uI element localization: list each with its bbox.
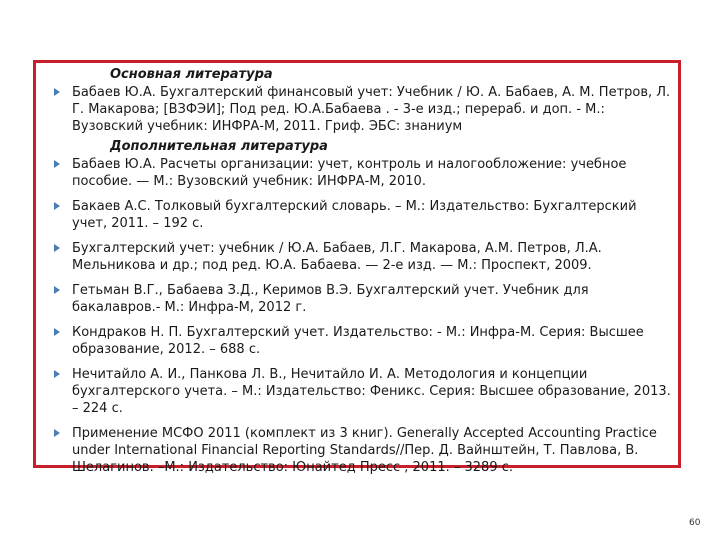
list-item-text: Нечитайло А. И., Панкова Л. В., Нечитайло И. А. Методология и концепции бухгалтерского учета. – М.: Издательство: Феникс. Серия: Высшее образование, 2013. – 224 с. xyxy=(72,367,671,416)
list-item-text: Бухгалтерский учет: учебник / Ю.А. Бабаев, Л.Г. Макарова, А.М. Петров, Л.А. Мельникова и др.; под ред. Ю.А. Бабаева. — 2-е изд. — М.: Проспект, 2009. xyxy=(72,241,602,273)
list-item xyxy=(52,156,672,190)
list-item-text: Гетьман В.Г., Бабаева З.Д., Керимов В.Э. Бухгалтерский учет. Учебник для бакалавров.- М.: Инфра-М, 2012 г. xyxy=(72,283,589,315)
triangle-bullet-icon xyxy=(54,160,60,168)
list-item xyxy=(52,324,672,358)
list-item-text: Бабаев Ю.А. Расчеты организации: учет, контроль и налогообложение: учебное пособие. — М.: Вузовский учебник: ИНФРА-М, 2010. xyxy=(72,157,627,189)
triangle-bullet-icon xyxy=(54,88,60,96)
triangle-bullet-icon xyxy=(54,286,60,294)
list-item xyxy=(52,240,672,274)
list-item-text: Бакаев А.С. Толковый бухгалтерский словарь. – М.: Издательство: Бухгалтерский учет, 2011. – 192 с. xyxy=(72,199,637,231)
triangle-bullet-icon xyxy=(54,429,60,437)
list-item xyxy=(52,198,672,232)
list-item-text: Применение МСФО 2011 (комплект из 3 книг). Generally Accepted Accounting Practice under International Financial Reporting Standards//Пер. Д. Вайнштейн, Т. Павлова, В. Шелагинов. –М.: Издательство: Юнайтед Пресс , 2011. – 3289 с. xyxy=(72,426,657,475)
main-literature-heading: Основная литература xyxy=(110,67,273,82)
list-item xyxy=(52,425,672,476)
list-item-text: Бабаев Ю.А. Бухгалтерский финансовый учет: Учебник / Ю. А. Бабаев, А. М. Петров, Л. Г. Макарова; [ВЗФЭИ]; Под ред. Ю.А.Бабаева . - 3-е изд.; перераб. и доп. - М.: Вузовский учебник: ИНФРА-М, 2011. Гриф. ЭБС: знаниум xyxy=(72,85,671,134)
list-item xyxy=(52,366,672,417)
additional-literature-heading: Дополнительная литература xyxy=(110,139,328,154)
page-number: 60 xyxy=(689,518,701,528)
literature-list xyxy=(52,66,672,484)
list-item-text: Кондраков Н. П. Бухгалтерский учет. Издательство: - М.: Инфра-М. Серия: Высшее образование, 2012. – 688 с. xyxy=(72,325,644,357)
triangle-bullet-icon xyxy=(54,202,60,210)
list-item xyxy=(52,84,672,135)
list-item xyxy=(52,282,672,316)
triangle-bullet-icon xyxy=(54,370,60,378)
triangle-bullet-icon xyxy=(54,328,60,336)
triangle-bullet-icon xyxy=(54,244,60,252)
